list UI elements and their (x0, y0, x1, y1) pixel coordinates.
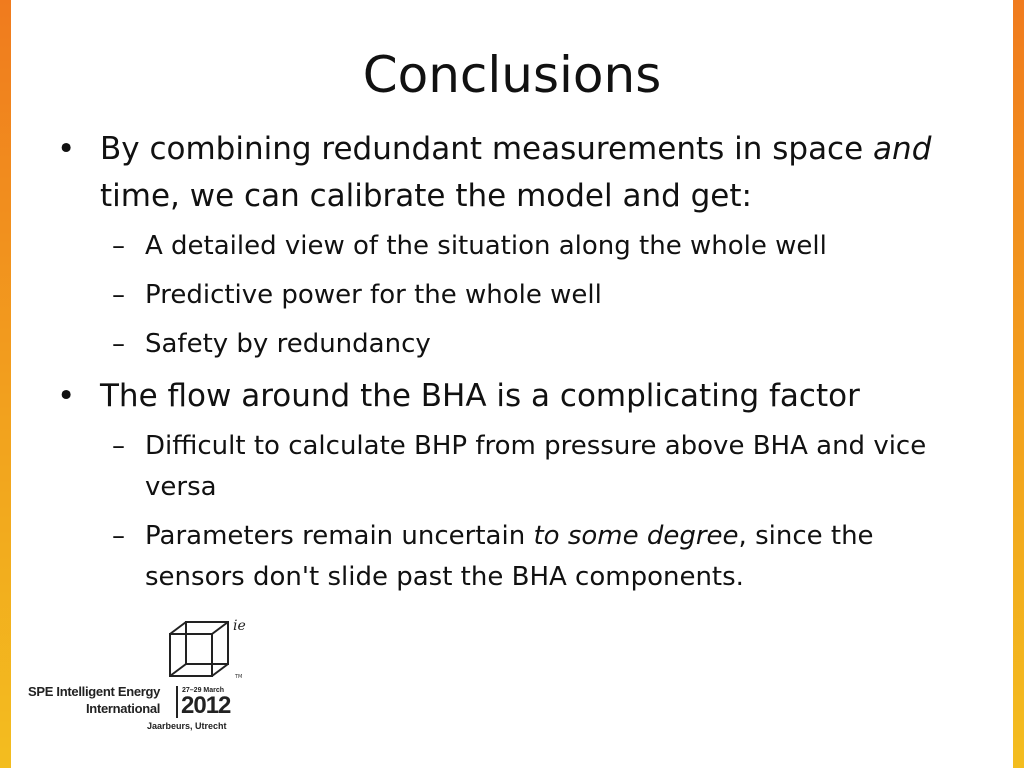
sub-bullet-item (100, 226, 975, 267)
logo-ie-mark: ie (233, 618, 246, 634)
slide-title: Conclusions (362, 46, 662, 104)
logo-divider (176, 686, 178, 718)
bullet-text: time, we can calibrate the model and get: (100, 178, 752, 214)
cube-logo-icon (166, 620, 236, 690)
sub-bullet-item (100, 426, 975, 508)
right-accent-bar (1013, 0, 1024, 768)
bullet-text-emphasis: and (873, 131, 932, 167)
bullet-item (55, 373, 975, 420)
sub-bullet-item (100, 324, 975, 365)
bullet-item (55, 126, 975, 220)
sub-bullet-dash: – (112, 280, 125, 310)
sub-bullet-text-emphasis: to some degree (533, 521, 739, 551)
logo-name-line2: International (86, 701, 161, 716)
bullet-text: The flow around the BHA is a complicating factor (100, 378, 860, 414)
trademark-mark: TM (235, 674, 243, 680)
logo-dates: 27–29 March (182, 687, 225, 694)
sub-bullet-dash: – (112, 521, 125, 551)
sub-bullet-text: , since the sensors don't slide past the BHA components. (145, 521, 874, 592)
sub-bullet-text: Safety by redundancy (145, 329, 431, 359)
logo-venue: Jaarbeurs, Utrecht (147, 721, 227, 731)
bullet-dot: • (57, 378, 76, 414)
bullet-text: By combining redundant measurements in space (100, 131, 874, 167)
bullet-list (55, 126, 975, 606)
sub-bullet-text: A detailed view of the situation along the whole well (145, 231, 827, 261)
conference-logo (28, 618, 288, 738)
sub-bullet-item (100, 516, 975, 598)
sub-bullet-text: Parameters remain uncertain (145, 521, 534, 551)
logo-name-line1: SPE Intelligent Energy (28, 684, 161, 699)
sub-bullet-item (100, 275, 975, 316)
logo-year: 2012 (181, 692, 231, 719)
sub-bullet-text: Difficult to calculate BHP from pressure above BHA and vice versa (145, 431, 927, 502)
sub-bullet-dash: – (112, 231, 125, 261)
left-accent-bar (0, 0, 11, 768)
bullet-dot: • (57, 131, 76, 167)
sub-bullet-dash: – (112, 329, 125, 359)
sub-bullet-dash: – (112, 431, 125, 461)
sub-bullet-text: Predictive power for the whole well (145, 280, 602, 310)
